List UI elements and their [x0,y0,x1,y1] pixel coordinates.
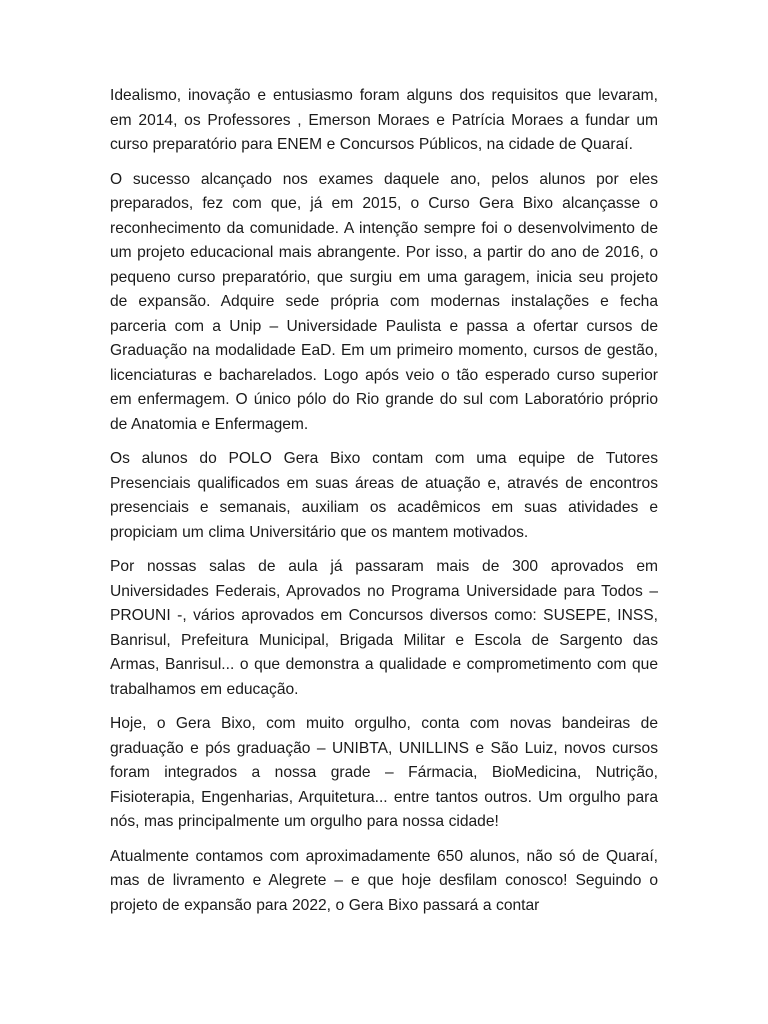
paragraph-approvals: Por nossas salas de aula já passaram mais de 300 aprovados em Universidades Federais, Aprovados no Programa Universidade para Todos – PROUNI -, vários aprovados em Concursos diversos como: SUSEPE, INSS, Banrisul, Prefeitura Municipal, Brigada Militar e Escola de Sargento das Armas, Banrisul... o que demonstra a qualidade e comprometimento com que trabalhamos em educação. [110,558,658,698]
paragraph-success-expansion: O sucesso alcançado nos exames daquele ano, pelos alunos por eles preparados, fez com que, já em 2015, o Curso Gera Bixo alcançasse o reconhecimento da comunidade. A intenção sempre foi o desenvolvimento de um projeto educacional mais abrangente. Por isso, a partir do ano de 2016, o pequeno curso preparatório, que surgiu em uma garagem, inicia seu projeto de expansão. Adquire sede própria com modernas instalações e fecha parceria com a Unip – Universidade Paulista e passa a ofertar cursos de Graduação na modalidade EaD. Em um primeiro momento, cursos de gestão, licenciaturas e bacharelados. Logo após veio o tão esperado curso superior em enfermagem. O único pólo do Rio grande do sul com Laboratório próprio de Anatomia e Enfermagem. [110,170,658,433]
paragraph-tutors: Os alunos do POLO Gera Bixo contam com uma equipe de Tutores Presenciais qualificados em suas áreas de atuação e, através de encontros presenciais e semanais, auxiliam os acadêmicos em suas atividades e propiciam um clima Universitário que os mantem motivados. [110,450,658,541]
paragraph-new-programs: Hoje, o Gera Bixo, com muito orgulho, conta com novas bandeiras de graduação e pós graduação – UNIBTA, UNILLINS e São Luiz, novos cursos foram integrados a nossa grade – Fármacia, BioMedicina, Nutrição, Fisioterapia, Engenharias, Arquitetura... entre tantos outros. Um orgulho para nós, mas principalmente um orgulho para nossa cidade! [110,715,658,830]
paragraph-current-students: Atualmente contamos com aproximadamente 650 alunos, não só de Quaraí, mas de livramento e Alegrete – e que hoje desfilam conosco! Seguindo o projeto de expansão para 2022, o Gera Bixo passará a contar [110,847,658,914]
paragraph-founding: Idealismo, inovação e entusiasmo foram alguns dos requisitos que levaram, em 2014, os Professores , Emerson Moraes e Patrícia Moraes a fundar um curso preparatório para ENEM e Concursos Públicos, na cidade de Quaraí. [110,87,658,153]
